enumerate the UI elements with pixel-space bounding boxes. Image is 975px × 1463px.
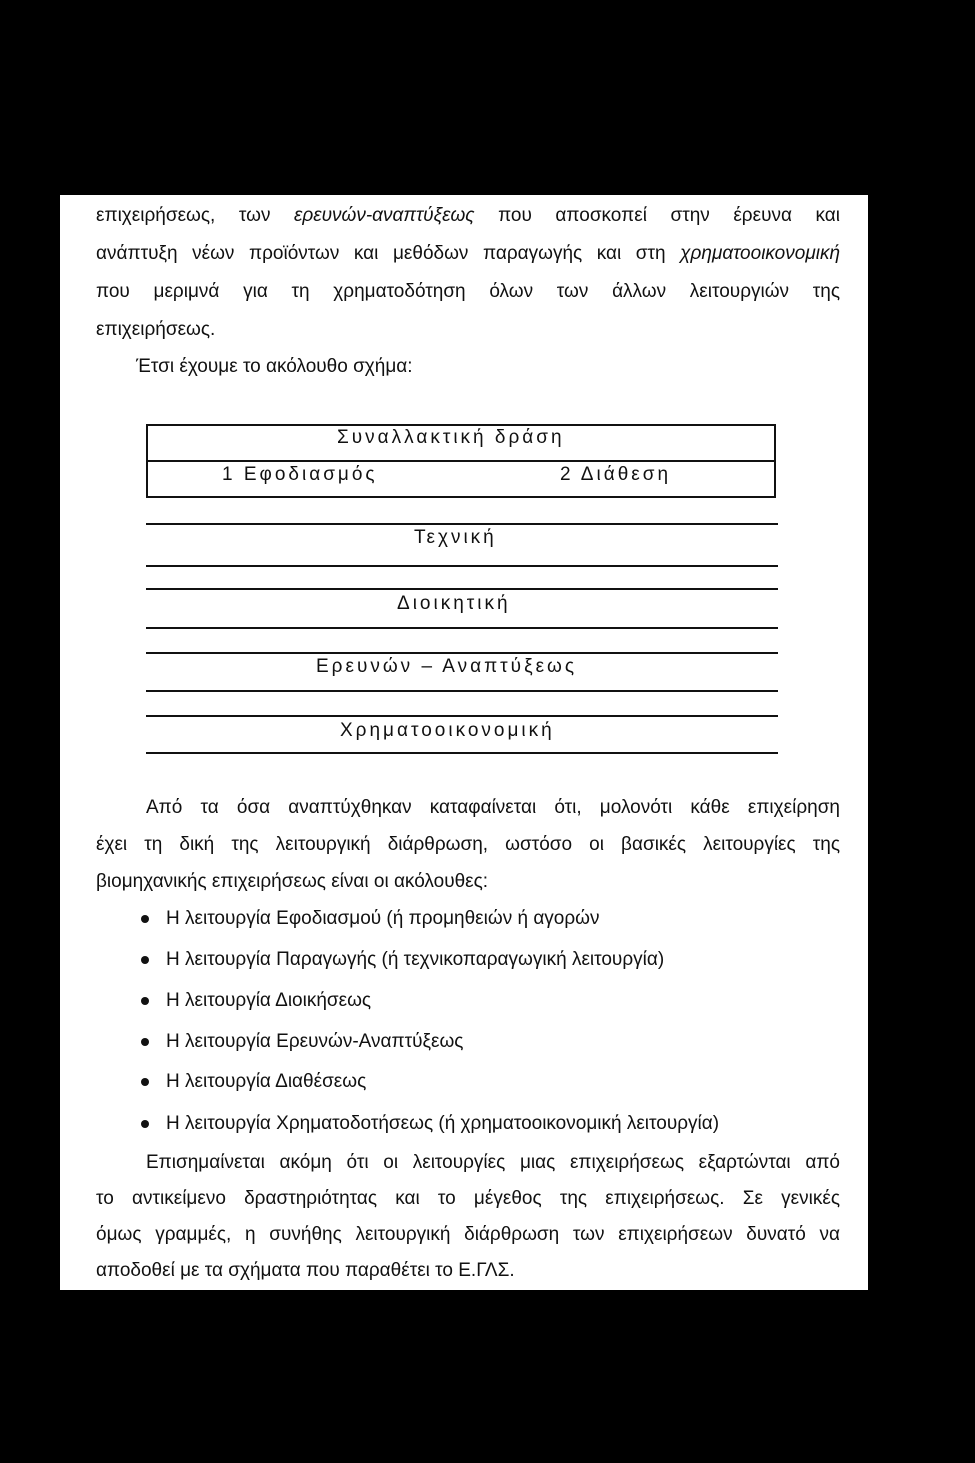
- bullet-dot: [141, 1038, 149, 1046]
- bullet-dot: [141, 956, 149, 964]
- bullet-item: Η λειτουργία Χρηματοδοτήσεως (ή χρηματοοικονομική λειτουργία): [166, 1113, 720, 1134]
- paragraph1-line2-italic-term: χρηματοοικονομική: [680, 243, 840, 264]
- band-technical-label: Τεχνική: [414, 527, 497, 548]
- bullet-dot: [141, 1120, 149, 1128]
- bullet-item: Η λειτουργία Εφοδιασμού (ή προμηθειών ή αγορών: [166, 908, 600, 929]
- intro-sentence: Έτσι έχουμε το ακόλουθο σχήμα:: [136, 356, 413, 377]
- band-technical-top-rule: [146, 523, 778, 525]
- bullet-dot: [141, 1078, 149, 1086]
- band-financial-bottom-rule: [146, 752, 778, 754]
- band-administrative-top-rule: [146, 588, 778, 590]
- paragraph2-line1: Από τα όσα αναπτύχθηκαν καταφαίνεται ότι, μολονότι κάθε επιχείρηση: [146, 797, 840, 818]
- bullet-item: Η λειτουργία Παραγωγής (ή τεχνικοπαραγωγική λειτουργία): [166, 949, 665, 970]
- paragraph3-line2: το αντικείμενο δραστηριότητας και το μέγεθος της επιχειρήσεως. Σε γενικές: [96, 1188, 840, 1209]
- band-technical-bottom-rule: [146, 565, 778, 567]
- box-title: Συναλλακτική δράση: [337, 427, 565, 448]
- paragraph1-line1-part3: που αποσκοπεί στην έρευνα και: [474, 205, 840, 226]
- paragraph2-line3: βιομηχανικής επιχειρήσεως είναι οι ακόλουθες:: [96, 871, 489, 892]
- paragraph3-line3: όμως γραμμές, η συνήθης λειτουργική διάρθρωση των επιχειρήσεων δυνατό να: [96, 1224, 840, 1245]
- bullet-item: Η λειτουργία Διαθέσεως: [166, 1071, 367, 1092]
- bullet-item: Η λειτουργία Διοικήσεως: [166, 990, 372, 1011]
- paragraph1-line3: που μεριμνά για τη χρηματοδότηση όλων των άλλων λειτουργιών της: [96, 281, 840, 302]
- band-financial-label: Χρηματοοικονομική: [340, 720, 555, 741]
- paragraph3-line4: αποδοθεί με τα σχήματα που παραθέτει το Ε.ΓΛΣ.: [96, 1260, 515, 1281]
- band-financial-top-rule: [146, 715, 778, 717]
- paragraph1-line1-italic-term: ερευνών-αναπτύξεως: [294, 205, 475, 226]
- paragraph1-line4: επιχειρήσεως.: [96, 319, 216, 340]
- paragraph1-line1: [96, 203, 840, 229]
- bullet-dot: [141, 997, 149, 1005]
- bullet-item: Η λειτουργία Ερευνών-Αναπτύξεως: [166, 1031, 464, 1052]
- band-rnd-bottom-rule: [146, 690, 778, 692]
- box-divider: [148, 460, 774, 462]
- paragraph2-line2: έχει τη δική της λειτουργική διάρθρωση, ωστόσο οι βασικές λειτουργίες της: [96, 834, 840, 855]
- box-right-label: 2 Διάθεση: [560, 464, 672, 485]
- band-rnd-top-rule: [146, 652, 778, 654]
- paragraph1-line2-part1: ανάπτυξη νέων προϊόντων και μεθόδων παραγωγής και στη: [96, 243, 681, 264]
- bullet-dot: [141, 915, 149, 923]
- paragraph1-line1-part1: επιχειρήσεως, των: [96, 205, 295, 226]
- box-left-label: 1 Εφοδιασμός: [222, 464, 378, 485]
- paragraph3-line1: Επισημαίνεται ακόμη ότι οι λειτουργίες μιας επιχειρήσεως εξαρτώνται από: [146, 1152, 840, 1173]
- band-administrative-label: Διοικητική: [397, 593, 511, 614]
- paragraph1-line2: [96, 241, 840, 267]
- band-rnd-label: Ερευνών – Αναπτύξεως: [316, 656, 578, 677]
- band-administrative-bottom-rule: [146, 627, 778, 629]
